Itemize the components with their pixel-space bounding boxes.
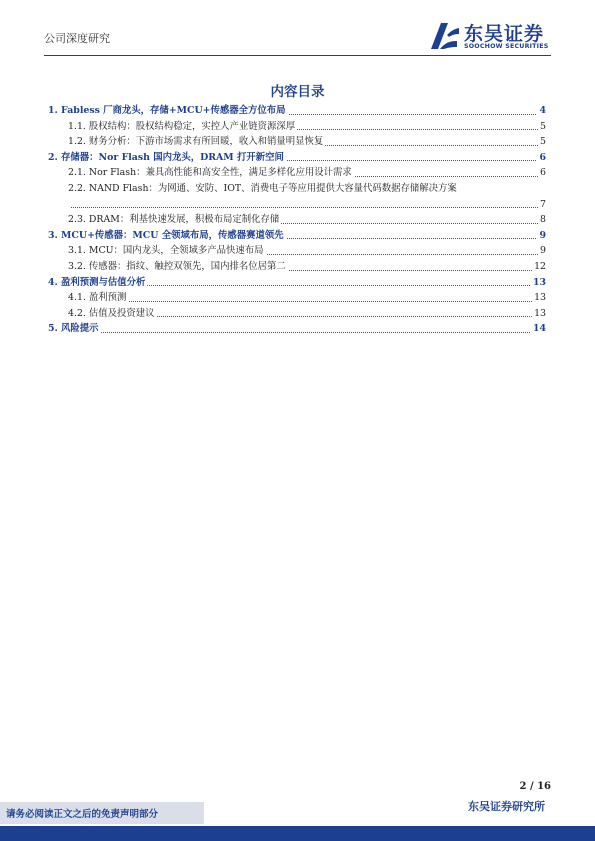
toc-entry[interactable] xyxy=(48,321,546,337)
toc-leader-dots xyxy=(68,207,546,208)
toc-entry-title xyxy=(68,199,70,210)
toc-entry[interactable] xyxy=(48,103,546,119)
toc-entry-title: 1.2. 财务分析：下游市场需求有所回暖，收入和销量明显恢复 xyxy=(68,136,324,148)
toc-entry-page: 6 xyxy=(538,165,546,181)
logo-chinese-name: 东吴证券 xyxy=(464,23,545,45)
toc-entry-page: 14 xyxy=(531,321,546,337)
toc-entry-title: 2.2. NAND Flash：为网通、安防、IOT、消费电子等应用提供大容量代码数据存储解决方案 xyxy=(68,182,457,194)
toc-entry-page: 4 xyxy=(537,103,546,119)
toc-entry-title: 2.1. Nor Flash：兼具高性能和高安全性，满足多样化应用设计需求 xyxy=(68,167,352,179)
footer-bar xyxy=(0,826,595,841)
table-of-contents xyxy=(48,103,546,337)
toc-entry[interactable] xyxy=(48,165,546,181)
toc-entry-title: 3. MCU+传感器：MCU 全领域布局，传感器赛道领先 xyxy=(48,229,284,241)
toc-entry-page: 9 xyxy=(538,243,546,259)
toc-entry[interactable] xyxy=(48,306,546,322)
toc-entry[interactable] xyxy=(48,212,546,228)
toc-entry-title: 2.3. DRAM：利基快速发展，积极布局定制化存储 xyxy=(68,214,280,226)
toc-entry[interactable] xyxy=(48,228,546,244)
disclaimer-text: 请务必阅读正文之后的免责声明部分 xyxy=(6,809,159,820)
soochow-logo-icon xyxy=(427,19,461,53)
toc-entry[interactable] xyxy=(48,119,546,135)
toc-entry[interactable] xyxy=(48,134,546,150)
logo-english-name: SOOCHOW SECURITIES xyxy=(464,43,549,50)
footer-org-name: 东吴证券研究所 xyxy=(468,800,545,813)
toc-entry[interactable] xyxy=(48,197,546,213)
toc-entry[interactable] xyxy=(48,275,546,291)
page-number: 2 / 16 xyxy=(519,781,551,792)
toc-entry[interactable] xyxy=(48,243,546,259)
header-divider xyxy=(44,55,551,56)
toc-entry-page: 5 xyxy=(538,134,546,150)
toc-entry-page: 12 xyxy=(532,259,546,275)
toc-entry[interactable] xyxy=(48,290,546,306)
toc-entry-title: 3.2. 传感器：指纹、触控双领先，国内排名位居第二 xyxy=(68,260,286,272)
toc-entry[interactable] xyxy=(48,150,546,166)
toc-entry-page: 8 xyxy=(538,212,546,228)
report-type-label: 公司深度研究 xyxy=(44,32,110,45)
toc-entry-page: 7 xyxy=(538,197,546,213)
toc-entry[interactable] xyxy=(48,181,546,197)
toc-entry-title: 4.2. 估值及投资建议 xyxy=(68,307,155,319)
toc-entry-title: 1. Fabless 厂商龙头，存储+MCU+传感器全方位布局 xyxy=(48,105,286,116)
toc-entry-title: 4.1. 盈利预测 xyxy=(68,292,127,304)
toc-entry-title: 4. 盈利预测与估值分析 xyxy=(48,276,146,288)
toc-entry-title: 1.1. 股权结构：股权结构稳定，实控人产业链资源深厚 xyxy=(68,120,296,132)
toc-entry-title: 5. 风险提示 xyxy=(48,323,99,335)
toc-entry-page: 9 xyxy=(537,228,546,244)
toc-title: 内容目录 xyxy=(270,84,325,100)
company-logo xyxy=(427,19,552,53)
toc-entry-page: 6 xyxy=(537,150,546,166)
toc-entry-page: 5 xyxy=(538,119,546,135)
toc-entry-page: 13 xyxy=(532,290,546,306)
toc-leader-dots xyxy=(48,332,546,333)
toc-entry[interactable] xyxy=(48,259,546,275)
toc-entry-page: 13 xyxy=(532,306,546,322)
toc-entry-title: 2. 存储器：Nor Flash 国内龙头，DRAM 打开新空间 xyxy=(48,151,284,163)
toc-entry-page: 13 xyxy=(531,275,546,291)
toc-leader-dots xyxy=(68,301,546,302)
toc-entry-title: 3.1. MCU：国内龙头，全领域多产品快速布局 xyxy=(68,245,264,257)
